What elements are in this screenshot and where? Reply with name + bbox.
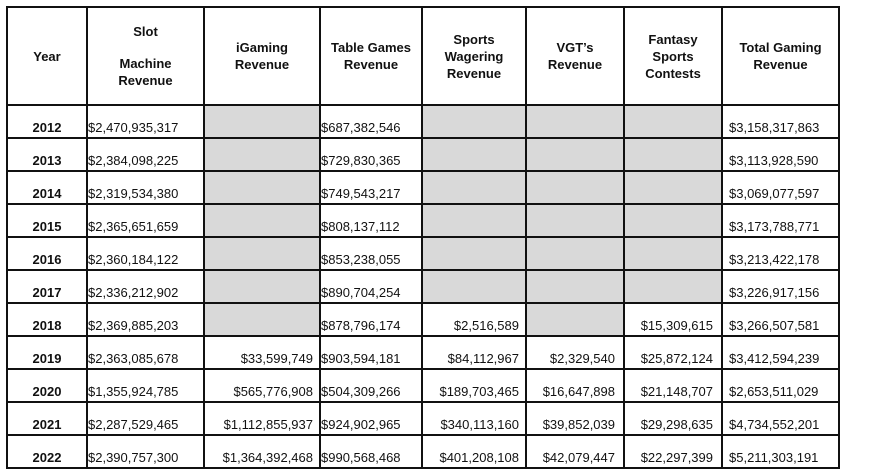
- cell-slot-revenue: $2,384,098,225: [87, 138, 204, 171]
- cell-fantasy-sports: $29,298,635: [624, 402, 722, 435]
- table-row: [7, 171, 839, 204]
- cell-year: 2013: [7, 138, 87, 171]
- table-row: [7, 402, 839, 435]
- cell-table-games-revenue: $990,568,468: [320, 435, 422, 468]
- cell-vgt-revenue: $42,079,447: [526, 435, 624, 468]
- cell-sports-wagering-revenue: [422, 237, 526, 270]
- cell-table-games-revenue: $878,796,174: [320, 303, 422, 336]
- header-vgt-text: VGT’s Revenue: [547, 40, 603, 72]
- table-row: [7, 303, 839, 336]
- header-table-games-revenue: [320, 7, 422, 105]
- cell-year: 2019: [7, 336, 87, 369]
- cell-fantasy-sports: [624, 237, 722, 270]
- header-row: [7, 7, 839, 105]
- cell-fantasy-sports: [624, 105, 722, 138]
- cell-vgt-revenue: $39,852,039: [526, 402, 624, 435]
- cell-igaming-revenue: $33,599,749: [204, 336, 320, 369]
- cell-sports-wagering-revenue: [422, 204, 526, 237]
- cell-table-games-revenue: $903,594,181: [320, 336, 422, 369]
- cell-fantasy-sports: $25,872,124: [624, 336, 722, 369]
- cell-total-revenue: $3,113,928,590: [722, 138, 839, 171]
- cell-fantasy-sports: [624, 204, 722, 237]
- cell-vgt-revenue: [526, 138, 624, 171]
- cell-slot-revenue: $2,390,757,300: [87, 435, 204, 468]
- header-table-games-text: Table Games Revenue: [331, 40, 411, 72]
- cell-table-games-revenue: $924,902,965: [320, 402, 422, 435]
- table-header: [7, 7, 839, 105]
- cell-year: 2021: [7, 402, 87, 435]
- cell-fantasy-sports: [624, 171, 722, 204]
- cell-sports-wagering-revenue: [422, 270, 526, 303]
- header-total-text: Total Gaming Revenue: [739, 40, 822, 72]
- cell-sports-wagering-revenue: $2,516,589: [422, 303, 526, 336]
- cell-sports-wagering-revenue: $340,113,160: [422, 402, 526, 435]
- cell-year: 2017: [7, 270, 87, 303]
- table-row: [7, 138, 839, 171]
- cell-igaming-revenue: [204, 237, 320, 270]
- cell-table-games-revenue: $504,309,266: [320, 369, 422, 402]
- cell-total-revenue: $3,412,594,239: [722, 336, 839, 369]
- cell-year: 2015: [7, 204, 87, 237]
- header-vgt-revenue: [526, 7, 624, 105]
- header-fantasy-sports-contests: [624, 7, 722, 105]
- table-row: [7, 237, 839, 270]
- cell-total-revenue: $5,211,303,191: [722, 435, 839, 468]
- cell-sports-wagering-revenue: [422, 171, 526, 204]
- header-slot-machine-revenue: [87, 7, 204, 105]
- header-igaming-text: iGaming Revenue: [234, 40, 290, 72]
- cell-fantasy-sports: $22,297,399: [624, 435, 722, 468]
- cell-igaming-revenue: $1,364,392,468: [204, 435, 320, 468]
- cell-fantasy-sports: [624, 270, 722, 303]
- cell-igaming-revenue: [204, 105, 320, 138]
- cell-fantasy-sports: $15,309,615: [624, 303, 722, 336]
- cell-year: 2018: [7, 303, 87, 336]
- cell-slot-revenue: $2,470,935,317: [87, 105, 204, 138]
- cell-slot-revenue: $2,363,085,678: [87, 336, 204, 369]
- cell-total-revenue: $3,213,422,178: [722, 237, 839, 270]
- header-sports-wagering-revenue: [422, 7, 526, 105]
- cell-table-games-revenue: $808,137,112: [320, 204, 422, 237]
- cell-vgt-revenue: [526, 303, 624, 336]
- cell-igaming-revenue: [204, 138, 320, 171]
- cell-igaming-revenue: [204, 171, 320, 204]
- cell-total-revenue: $4,734,552,201: [722, 402, 839, 435]
- cell-year: 2016: [7, 237, 87, 270]
- cell-igaming-revenue: $1,112,855,937: [204, 402, 320, 435]
- cell-total-revenue: $3,226,917,156: [722, 270, 839, 303]
- cell-vgt-revenue: [526, 237, 624, 270]
- cell-slot-revenue: $2,365,651,659: [87, 204, 204, 237]
- cell-table-games-revenue: $890,704,254: [320, 270, 422, 303]
- table-row: [7, 270, 839, 303]
- table-row: [7, 204, 839, 237]
- cell-slot-revenue: $2,319,534,380: [87, 171, 204, 204]
- cell-table-games-revenue: $853,238,055: [320, 237, 422, 270]
- header-igaming-revenue: [204, 7, 320, 105]
- table-body: [7, 105, 839, 468]
- cell-slot-revenue: $1,355,924,785: [87, 369, 204, 402]
- cell-slot-revenue: $2,287,529,465: [87, 402, 204, 435]
- cell-year: 2020: [7, 369, 87, 402]
- header-slot-line2: Machine: [119, 56, 172, 71]
- header-sports-text: Sports Wagering Revenue: [444, 31, 504, 81]
- header-slot-line1: Slot: [133, 24, 158, 39]
- table-row: [7, 105, 839, 138]
- cell-igaming-revenue: [204, 204, 320, 237]
- cell-vgt-revenue: [526, 171, 624, 204]
- header-fantasy-text: Fantasy Sports Contests: [645, 31, 701, 81]
- cell-total-revenue: $3,173,788,771: [722, 204, 839, 237]
- cell-slot-revenue: $2,360,184,122: [87, 237, 204, 270]
- cell-fantasy-sports: $21,148,707: [624, 369, 722, 402]
- cell-vgt-revenue: [526, 105, 624, 138]
- cell-sports-wagering-revenue: [422, 105, 526, 138]
- header-year: Year: [7, 7, 87, 105]
- header-slot-line3: Revenue: [118, 73, 173, 88]
- cell-igaming-revenue: [204, 303, 320, 336]
- cell-table-games-revenue: $729,830,365: [320, 138, 422, 171]
- cell-sports-wagering-revenue: $401,208,108: [422, 435, 526, 468]
- cell-total-revenue: $2,653,511,029: [722, 369, 839, 402]
- cell-total-revenue: $3,158,317,863: [722, 105, 839, 138]
- table-row: [7, 336, 839, 369]
- cell-vgt-revenue: [526, 270, 624, 303]
- cell-sports-wagering-revenue: $189,703,465: [422, 369, 526, 402]
- cell-sports-wagering-revenue: $84,112,967: [422, 336, 526, 369]
- cell-year: 2022: [7, 435, 87, 468]
- cell-table-games-revenue: $749,543,217: [320, 171, 422, 204]
- cell-slot-revenue: $2,336,212,902: [87, 270, 204, 303]
- header-total-gaming-revenue: [722, 7, 839, 105]
- cell-year: 2014: [7, 171, 87, 204]
- cell-total-revenue: $3,266,507,581: [722, 303, 839, 336]
- cell-year: 2012: [7, 105, 87, 138]
- cell-slot-revenue: $2,369,885,203: [87, 303, 204, 336]
- cell-igaming-revenue: $565,776,908: [204, 369, 320, 402]
- cell-vgt-revenue: [526, 204, 624, 237]
- table-row: [7, 369, 839, 402]
- cell-sports-wagering-revenue: [422, 138, 526, 171]
- cell-vgt-revenue: $16,647,898: [526, 369, 624, 402]
- gaming-revenue-table: [6, 6, 840, 469]
- cell-total-revenue: $3,069,077,597: [722, 171, 839, 204]
- cell-fantasy-sports: [624, 138, 722, 171]
- cell-vgt-revenue: $2,329,540: [526, 336, 624, 369]
- table-row: [7, 435, 839, 468]
- cell-table-games-revenue: $687,382,546: [320, 105, 422, 138]
- cell-igaming-revenue: [204, 270, 320, 303]
